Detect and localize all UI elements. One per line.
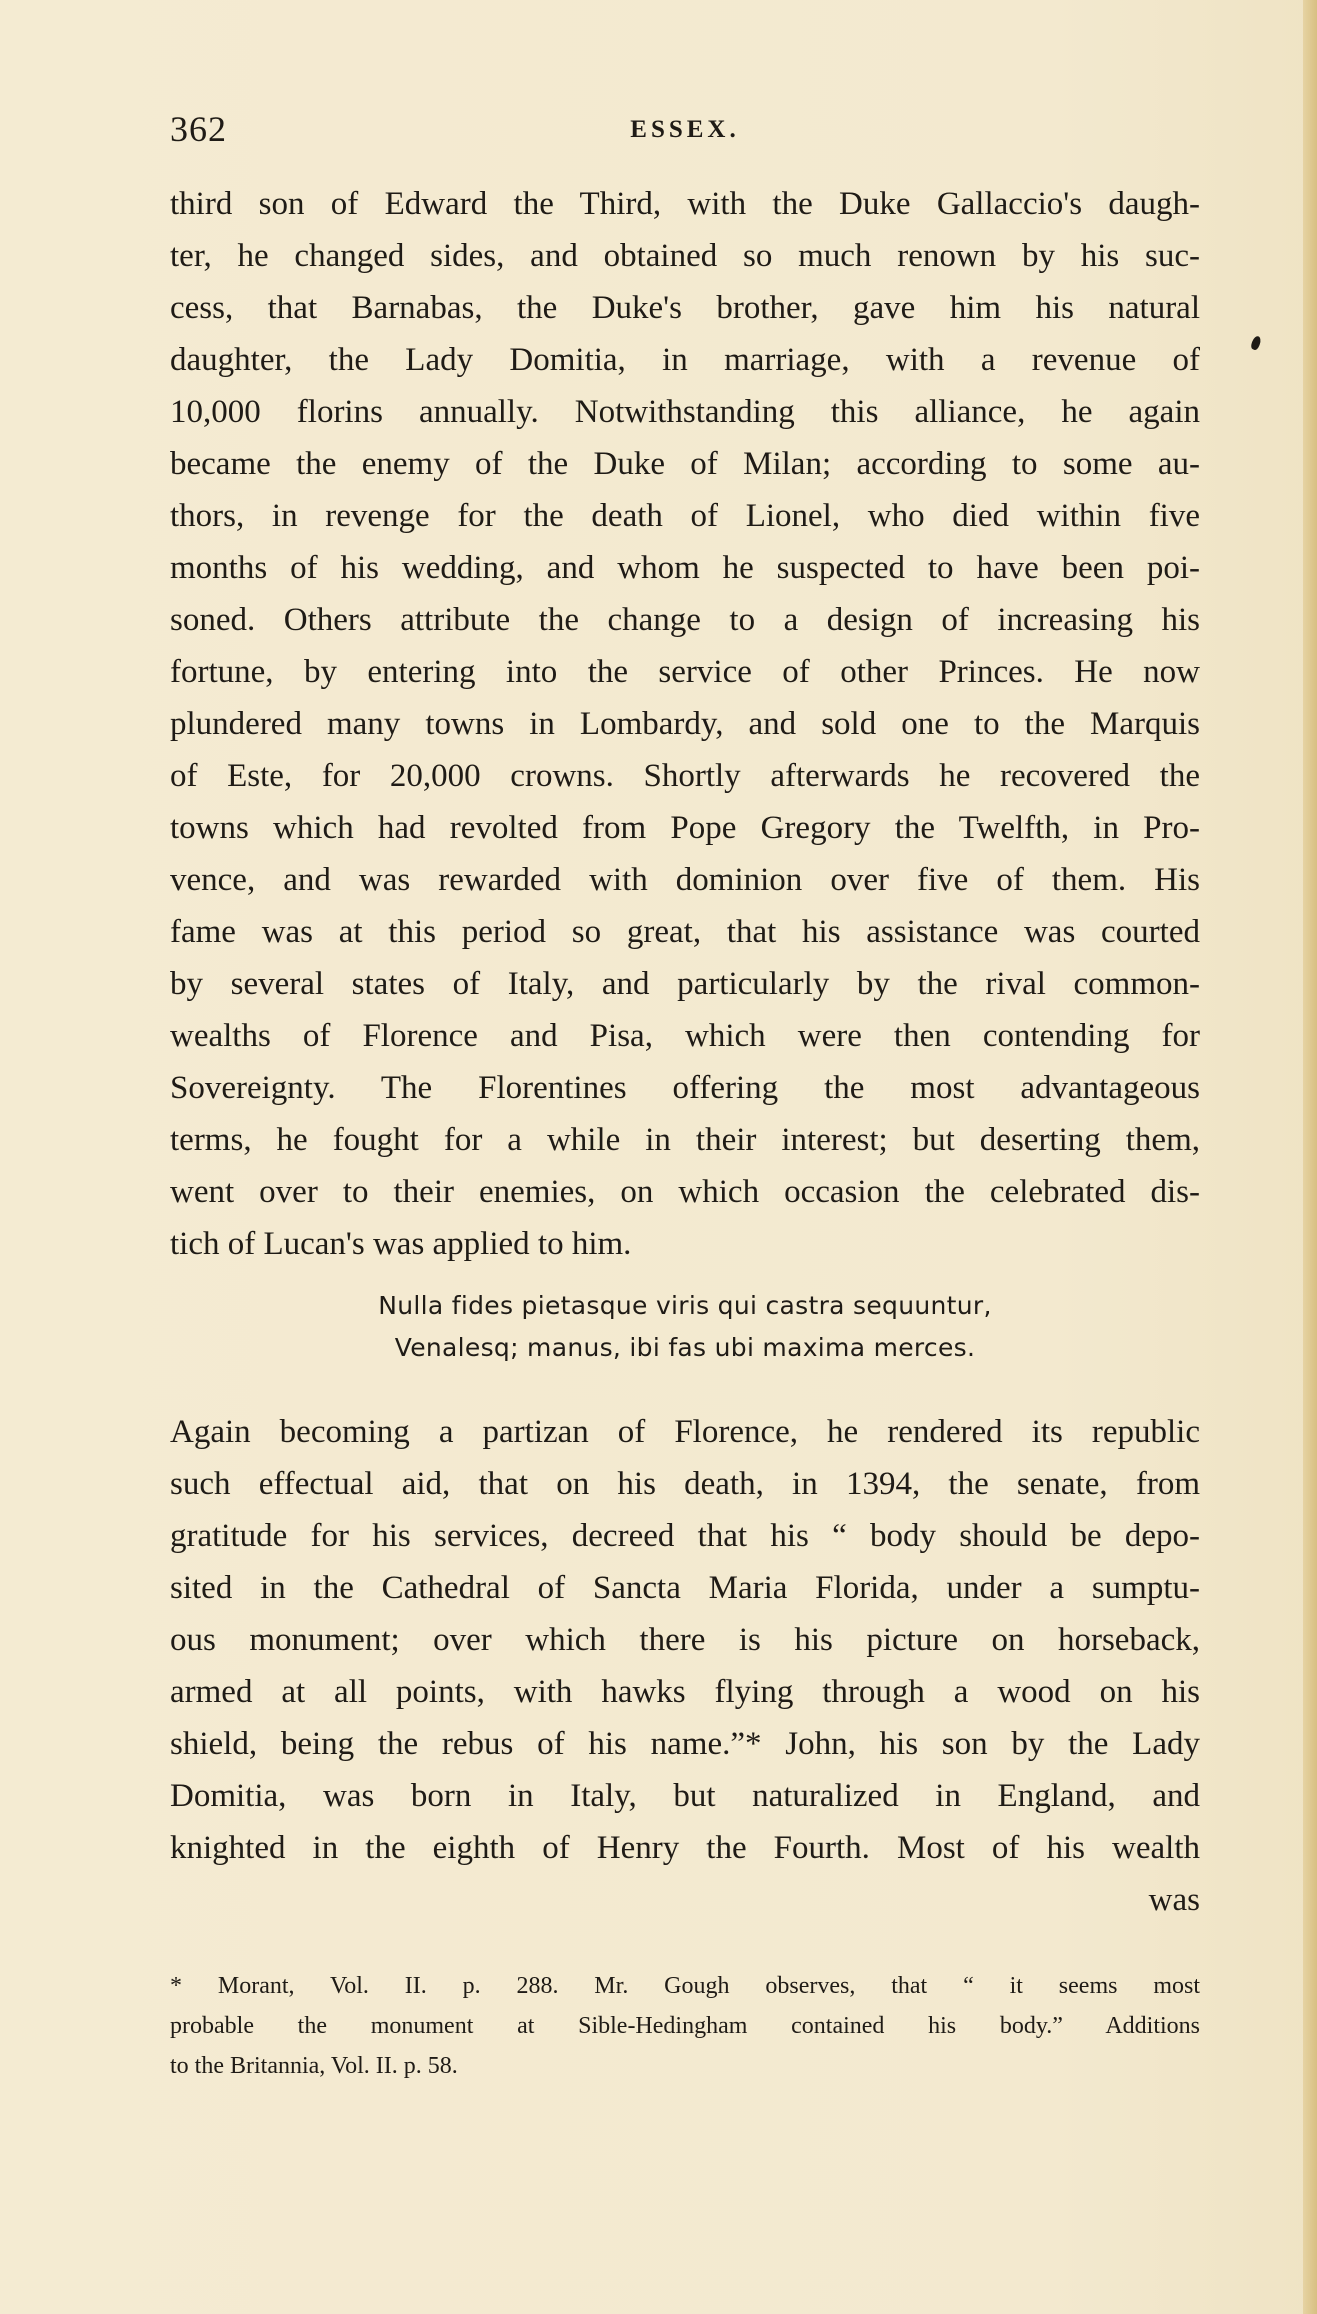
main-paragraph [170, 178, 1200, 1270]
text-line: tich of Lucan's was applied to him. [170, 1226, 632, 1262]
text-line: vence, and was rewarded with dominion over five of them. His [170, 862, 1200, 898]
text-line: towns which had revolted from Pope Gregory the Twelfth, in Pro- [170, 810, 1200, 846]
text-line: thors, in revenge for the death of Lionel, who died within five [170, 498, 1200, 534]
footnote-line: to the Britannia, Vol. II. p. 58. [170, 2053, 458, 2079]
text-line: shield, being the rebus of his name.”* John, his son by the Lady [170, 1726, 1200, 1762]
text-line: became the enemy of the Duke of Milan; according to some au- [170, 446, 1200, 482]
margin-mark-icon [1250, 335, 1262, 351]
text-line: sited in the Cathedral of Sancta Maria Florida, under a sumptu- [170, 1570, 1200, 1606]
continuation-paragraph [170, 1406, 1200, 1926]
footnote-line: probable the monument at Sible-Hedingham contained his body.” Additions [170, 2013, 1200, 2039]
latin-quotation [170, 1285, 1200, 1369]
text-line: wealths of Florence and Pisa, which were then contending for [170, 1018, 1200, 1054]
quote-line: Nulla fides pietasque viris qui castra sequuntur, [378, 1291, 992, 1320]
page-number: 362 [170, 109, 227, 149]
page-header [170, 108, 1200, 152]
quote-line: Venalesq; manus, ibi fas ubi maxima merces. [394, 1333, 976, 1362]
page-edge [1303, 0, 1317, 2314]
text-line: 10,000 florins annually. Notwithstanding this alliance, he again [170, 394, 1200, 430]
text-line: ous monument; over which there is his picture on horseback, [170, 1622, 1200, 1658]
text-line: armed at all points, with hawks flying through a wood on his [170, 1674, 1200, 1710]
text-line: Domitia, was born in Italy, but naturalized in England, and [170, 1778, 1200, 1814]
text-line: soned. Others attribute the change to a design of increasing his [170, 602, 1200, 638]
text-line: fame was at this period so great, that his assistance was courted [170, 914, 1200, 950]
text-line: gratitude for his services, decreed that his “ body should be depo- [170, 1518, 1200, 1554]
text-line: went over to their enemies, on which occasion the celebrated dis- [170, 1174, 1200, 1210]
footnote [170, 1966, 1200, 2086]
text-line: months of his wedding, and whom he suspected to have been poi- [170, 550, 1200, 586]
text-line: Sovereignty. The Florentines offering the most advantageous [170, 1070, 1200, 1106]
text-line: terms, he fought for a while in their interest; but deserting them, [170, 1122, 1200, 1158]
text-line: ter, he changed sides, and obtained so much renown by his suc- [170, 238, 1200, 274]
text-line: third son of Edward the Third, with the Duke Gallaccio's daugh- [170, 186, 1200, 222]
text-line: of Este, for 20,000 crowns. Shortly afterwards he recovered the [170, 758, 1200, 794]
text-line: cess, that Barnabas, the Duke's brother, gave him his natural [170, 290, 1200, 326]
text-line: plundered many towns in Lombardy, and sold one to the Marquis [170, 706, 1200, 742]
text-line: fortune, by entering into the service of other Princes. He now [170, 654, 1200, 690]
text-line: knighted in the eighth of Henry the Fourth. Most of his wealth [170, 1830, 1200, 1866]
text-line: Again becoming a partizan of Florence, he rendered its republic [170, 1414, 1200, 1450]
text-line: by several states of Italy, and particularly by the rival common- [170, 966, 1200, 1002]
catchword: was [1148, 1882, 1200, 1918]
running-head: ESSEX. [630, 116, 740, 143]
footnote-line: * Morant, Vol. II. p. 288. Mr. Gough observes, that “ it seems most [170, 1973, 1200, 1999]
text-line: daughter, the Lady Domitia, in marriage, with a revenue of [170, 342, 1200, 378]
text-line: such effectual aid, that on his death, in 1394, the senate, from [170, 1466, 1200, 1502]
